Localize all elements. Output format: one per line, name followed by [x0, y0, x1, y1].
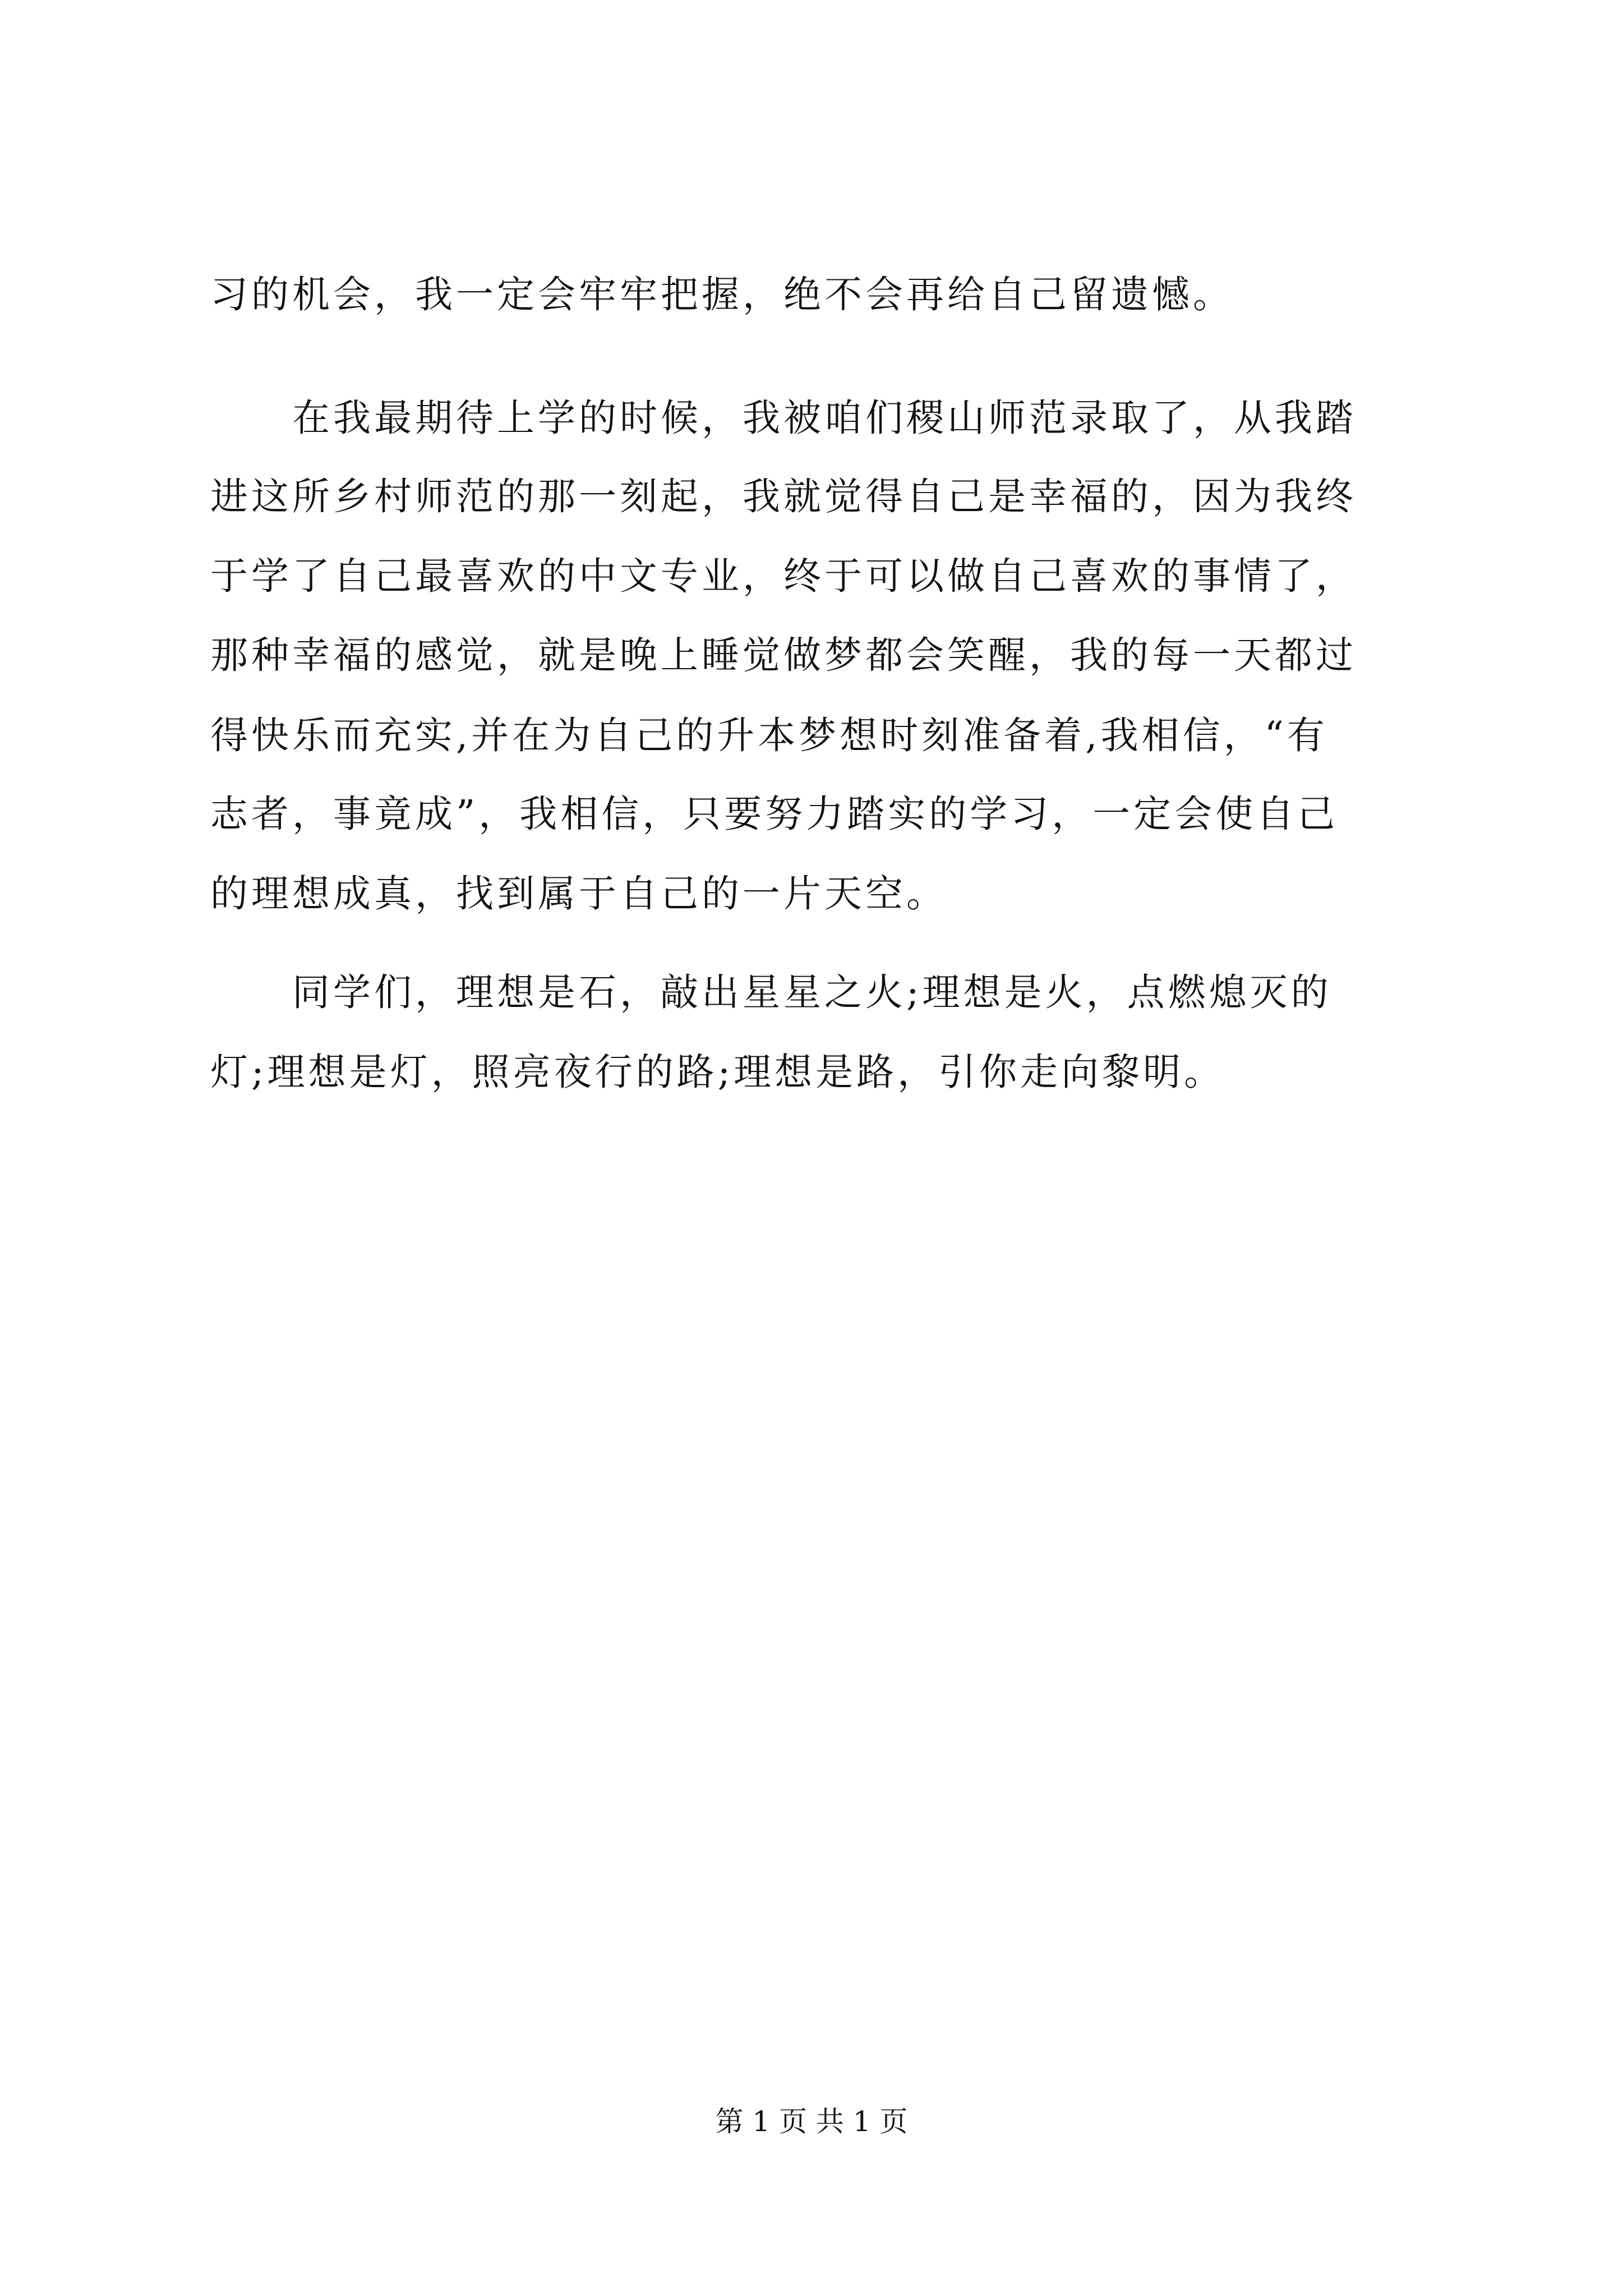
text-line: 习的机会，我一定会牢牢把握，绝不会再给自己留遗憾。 — [210, 273, 1234, 316]
page-number-footer: 第 1 页 共 1 页 — [715, 2105, 908, 2138]
text-line: 同学们，理想是石，敲出星星之火;理想是火，点燃熄灭的 — [210, 970, 1332, 1014]
text-line: 的理想成真，找到属于自己的一片天空。 — [210, 872, 947, 915]
text-line: 在我最期待上学的时候，我被咱们稷山师范录取了，从我踏 — [210, 396, 1357, 440]
text-line: 灯;理想是灯，照亮夜行的路;理想是路，引你走向黎明。 — [210, 1050, 1225, 1094]
text-line: 于学了自己最喜欢的中文专业，终于可以做自己喜欢的事情了， — [210, 554, 1357, 598]
text-line: 得快乐而充实,并在为自己的升本梦想时刻准备着,我相信，“有 — [210, 714, 1328, 757]
text-line: 志者，事竟成”，我相信，只要努力踏实的学习，一定会使自己 — [210, 792, 1339, 836]
text-line: 那种幸福的感觉，就是晚上睡觉做梦都会笑醒，我的每一天都过 — [210, 633, 1357, 677]
text-line: 进这所乡村师范的那一刻起，我就觉得自己是幸福的，因为我终 — [210, 475, 1357, 518]
